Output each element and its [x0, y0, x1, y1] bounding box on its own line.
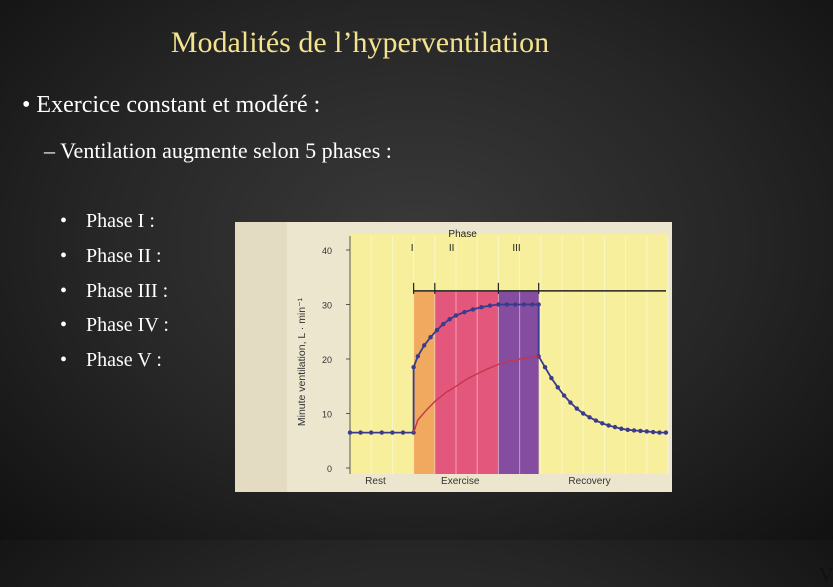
x-category-label: Rest — [365, 476, 386, 487]
phase-label: Phase IV : — [86, 314, 169, 337]
data-point — [496, 302, 500, 306]
data-point — [568, 400, 572, 404]
y-tick-label: 40 — [321, 246, 332, 256]
data-point — [454, 313, 458, 317]
phase-band-I — [414, 291, 435, 474]
data-point — [549, 376, 553, 380]
phase-label: Phase I : — [86, 210, 155, 232]
phase-item-1 — [60, 207, 169, 242]
data-point — [575, 406, 579, 410]
data-point — [447, 317, 451, 321]
data-point — [441, 322, 445, 326]
phase-label: Phase III : — [86, 279, 169, 302]
phase-title: Phase — [448, 229, 477, 240]
data-point — [543, 365, 547, 369]
y-tick-label: 20 — [321, 355, 332, 365]
data-point — [471, 307, 475, 311]
phase-band-II — [435, 291, 499, 474]
data-point — [416, 354, 420, 358]
bullet-icon: • — [60, 210, 68, 232]
data-point — [632, 428, 636, 432]
phase-label-II: II — [448, 243, 455, 254]
data-point — [657, 430, 661, 434]
data-point — [401, 430, 405, 434]
phase-item-3 — [60, 277, 169, 312]
bullet-icon: • — [60, 279, 68, 302]
slide-title: Modalités de l’hyperventilation — [170, 26, 550, 59]
data-point — [638, 429, 642, 433]
bullet-icon: • — [60, 314, 68, 337]
overlay-v-label: V — [819, 564, 833, 586]
phase-label-I: I — [410, 243, 414, 254]
y-tick-label: 10 — [321, 409, 332, 420]
data-point — [613, 425, 617, 429]
y-tick-label: 30 — [321, 300, 332, 311]
phase-list — [60, 207, 169, 381]
data-point — [462, 310, 466, 314]
ventilation-chart — [235, 222, 672, 492]
x-category-label: Recovery — [568, 476, 611, 487]
data-point — [581, 411, 585, 415]
data-point — [587, 415, 591, 419]
data-point — [488, 303, 492, 307]
data-point — [651, 430, 655, 434]
data-point — [556, 385, 560, 389]
data-point — [358, 430, 362, 434]
data-point — [562, 393, 566, 397]
data-point — [600, 421, 604, 425]
data-point — [536, 302, 540, 306]
phase-item-4 — [60, 311, 169, 346]
data-point — [422, 343, 426, 347]
bullet-ventilation: – Ventilation augmente selon 5 phases : — [44, 138, 392, 163]
y-axis-label: Minute ventilation, L · min⁻¹ — [296, 297, 308, 427]
data-point — [664, 430, 668, 434]
data-point — [505, 302, 509, 306]
data-point — [380, 430, 384, 434]
bullet-icon: • — [60, 349, 68, 372]
data-point — [479, 305, 483, 309]
data-point — [369, 430, 373, 434]
data-point — [411, 365, 415, 369]
x-category-label: Exercise — [441, 476, 480, 487]
data-point — [619, 427, 623, 431]
data-point — [626, 428, 630, 432]
data-point — [348, 430, 352, 434]
data-point — [606, 423, 610, 427]
phase-label: Phase II : — [86, 244, 162, 267]
phase-item-5 — [60, 346, 169, 381]
data-point — [594, 418, 598, 422]
bullet-exercise: • Exercice constant et modéré : — [22, 92, 321, 118]
data-point — [530, 302, 534, 306]
data-point — [390, 430, 394, 434]
bullet-icon: • — [60, 244, 68, 267]
data-point — [513, 302, 517, 306]
figure-margin-strip — [235, 222, 287, 492]
data-point — [435, 328, 439, 332]
data-point — [645, 429, 649, 433]
phase-band-III — [498, 291, 538, 474]
ventilation-figure — [235, 222, 833, 586]
data-point — [522, 302, 526, 306]
phase-item-2 — [60, 242, 169, 277]
data-point — [428, 335, 432, 339]
phase-label-III: III — [512, 243, 521, 254]
phase-label: Phase V : — [86, 349, 162, 372]
y-tick-label: 0 — [326, 464, 332, 474]
